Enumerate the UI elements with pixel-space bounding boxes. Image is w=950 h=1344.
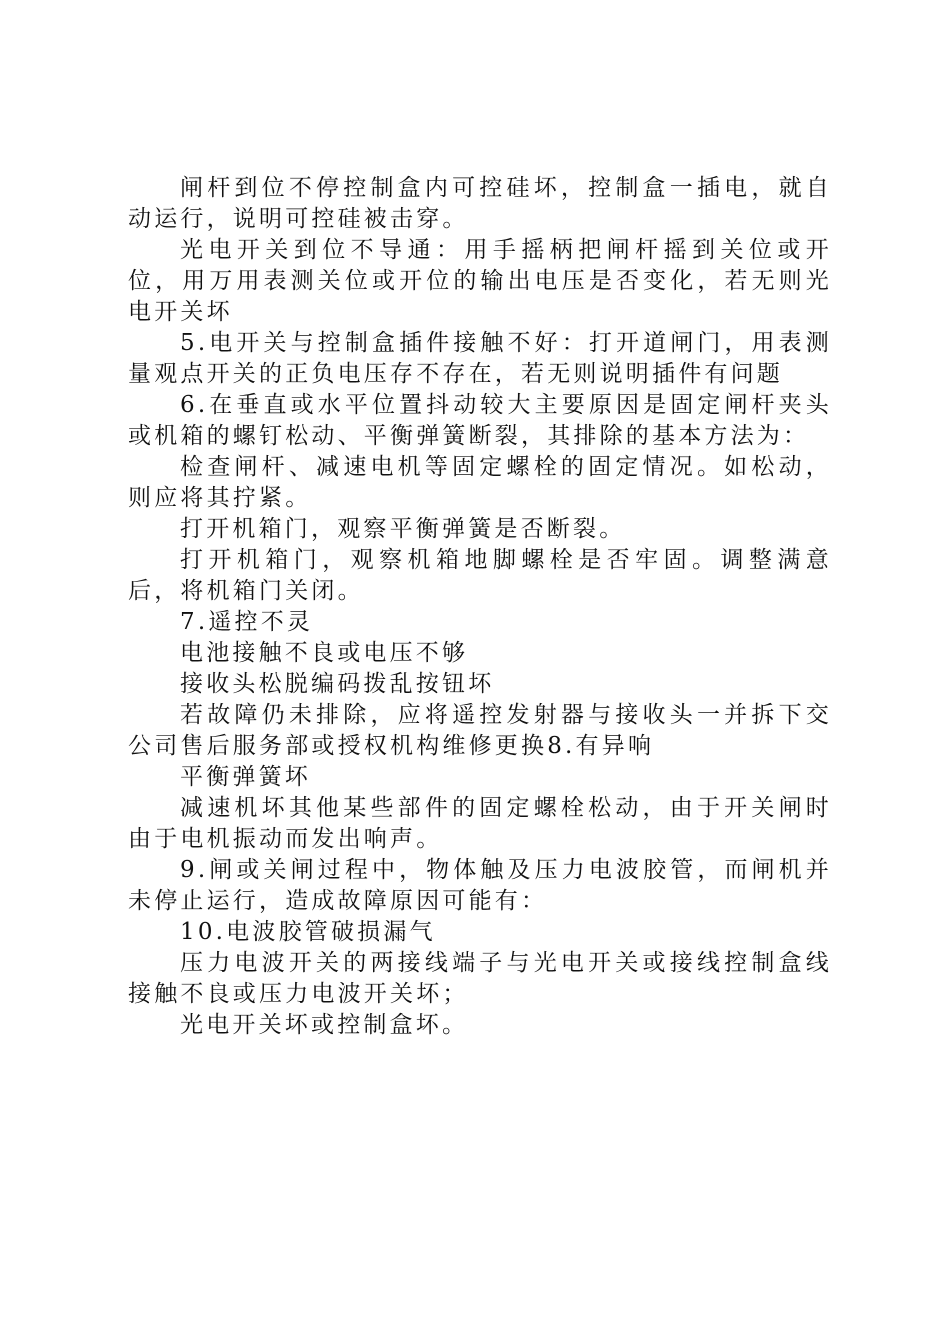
paragraph-1: 闸杆到位不停控制盒内可控硅坏，控制盒一插电，就自动运行，说明可控硅被击穿。 bbox=[128, 175, 832, 232]
paragraph-2: 光电开关到位不导通：用手摇柄把闸杆摇到关位或开位，用万用表测关位或开位的输出电压是否变化，若无则光电开关坏 bbox=[128, 237, 832, 325]
paragraph-8: 7.遥控不灵 bbox=[180, 609, 314, 635]
paragraph-5: 检查闸杆、减速电机等固定螺栓的固定情况。如松动，则应将其拧紧。 bbox=[128, 454, 832, 511]
paragraph-10: 接收头松脱编码拨乱按钮坏 bbox=[180, 671, 495, 697]
document-body bbox=[128, 173, 832, 1041]
paragraph-4: 6.在垂直或水平位置抖动较大主要原因是固定闸杆夹头或机箱的螺钉松动、平衡弹簧断裂，其排除的基本方法为： bbox=[128, 392, 832, 449]
paragraph-16: 压力电波开关的两接线端子与光电开关或接线控制盒线接触不良或压力电波开关坏； bbox=[128, 950, 832, 1007]
paragraph-3: 5.电开关与控制盒插件接触不好：打开道闸门，用表测量观点开关的正负电压存不存在，若无则说明插件有问题 bbox=[128, 330, 832, 387]
paragraph-17: 光电开关坏或控制盒坏。 bbox=[180, 1012, 469, 1038]
paragraph-6: 打开机箱门，观察平衡弹簧是否断裂。 bbox=[180, 516, 626, 542]
paragraph-14: 9.闸或关闸过程中，物体触及压力电波胶管，而闸机并未停止运行，造成故障原因可能有： bbox=[128, 857, 832, 914]
paragraph-7: 打开机箱门，观察机箱地脚螺栓是否牢固。调整满意后，将机箱门关闭。 bbox=[128, 547, 832, 604]
paragraph-11: 若故障仍未排除，应将遥控发射器与接收头一并拆下交公司售后服务部或授权机构维修更换8.有异响 bbox=[128, 702, 832, 759]
paragraph-9: 电池接触不良或电压不够 bbox=[180, 640, 469, 666]
paragraph-15: 10.电波胶管破损漏气 bbox=[180, 919, 436, 945]
paragraph-12: 平衡弹簧坏 bbox=[180, 764, 311, 790]
paragraph-13: 减速机坏其他某些部件的固定螺栓松动，由于开关闸时由于电机振动而发出响声。 bbox=[128, 795, 832, 852]
